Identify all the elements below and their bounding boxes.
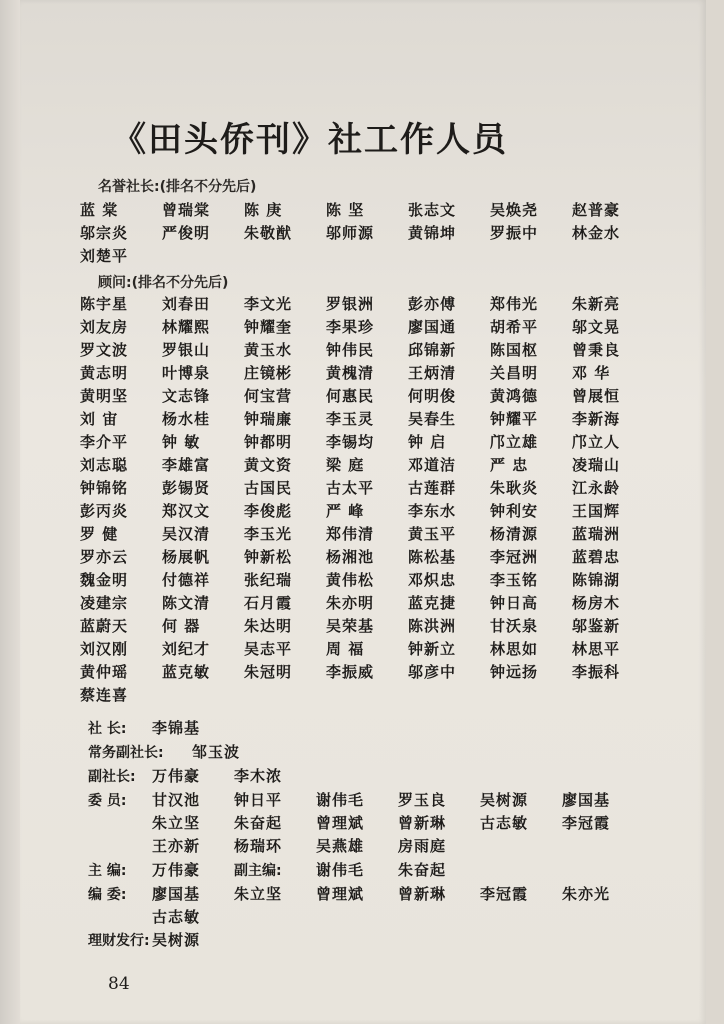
member-name: 吴燕雄 — [316, 837, 365, 855]
adviser-name: 黄鸿德 — [490, 387, 539, 405]
honorary-president-name: 黄锦坤 — [408, 224, 457, 242]
members-label: 委 员: — [88, 793, 127, 809]
adviser-name: 李玉铭 — [490, 571, 539, 589]
member-name: 朱奋起 — [234, 814, 283, 832]
honorary-president-name: 刘楚平 — [80, 247, 129, 265]
adviser-name-row — [80, 523, 660, 546]
editorial-member-name: 廖国基 — [152, 885, 201, 903]
adviser-name: 彭丙炎 — [80, 502, 129, 520]
adviser-name: 李振威 — [326, 663, 375, 681]
adviser-name: 刘友房 — [80, 318, 129, 336]
adviser-name: 李文光 — [244, 295, 293, 313]
adviser-name: 朱亦明 — [326, 594, 375, 612]
vp-label: 副社长: — [88, 769, 136, 785]
adviser-name-row — [80, 638, 660, 661]
adviser-name: 蓝克捷 — [408, 594, 457, 612]
adviser-name: 杨水桂 — [162, 410, 211, 428]
adviser-name: 黄玉水 — [244, 341, 293, 359]
adviser-name: 吴春生 — [408, 410, 457, 428]
editor-name: 万伟豪 — [152, 861, 201, 879]
honorary-president-name: 陈 坚 — [326, 201, 365, 219]
adviser-name: 杨清源 — [490, 525, 539, 543]
adviser-name: 文志锋 — [162, 387, 211, 405]
adviser-name: 周 福 — [326, 640, 365, 658]
member-name: 谢伟毛 — [316, 791, 365, 809]
adviser-name: 钟 敏 — [162, 433, 201, 451]
page-edge-left — [0, 0, 20, 1024]
adviser-name: 刘志聪 — [80, 456, 129, 474]
deputy-editor-name: 朱奋起 — [398, 861, 447, 879]
member-name: 曾新琳 — [398, 814, 447, 832]
adviser-name: 林思平 — [572, 640, 621, 658]
adviser-name: 钟新立 — [408, 640, 457, 658]
adviser-name: 李玉光 — [244, 525, 293, 543]
adviser-name: 黄伟松 — [326, 571, 375, 589]
adviser-name: 吴志平 — [244, 640, 293, 658]
page-number: 84 — [108, 974, 130, 994]
honorary-president-name: 林金水 — [572, 224, 621, 242]
adviser-name: 张纪瑞 — [244, 571, 293, 589]
adviser-name: 何明俊 — [408, 387, 457, 405]
page-edge-right — [706, 0, 724, 1024]
honorary-president-name: 罗振中 — [490, 224, 539, 242]
honorary-president-name: 严俊明 — [162, 224, 211, 242]
adviser-name-row — [80, 500, 660, 523]
adviser-name-row — [80, 454, 660, 477]
adviser-name: 刘 宙 — [80, 410, 119, 428]
adviser-name-row — [80, 431, 660, 454]
adviser-name: 曾展恒 — [572, 387, 621, 405]
adviser-name: 江永龄 — [572, 479, 621, 497]
adviser-name: 钟锦铭 — [80, 479, 129, 497]
member-name: 杨瑞环 — [234, 837, 283, 855]
deputy-editor-label: 副主编: — [234, 863, 282, 879]
finance-name: 吴树源 — [152, 931, 201, 949]
adviser-name: 罗 健 — [80, 525, 119, 543]
adviser-name: 邬彦中 — [408, 663, 457, 681]
adviser-name: 李新海 — [572, 410, 621, 428]
adviser-name: 罗银山 — [162, 341, 211, 359]
adviser-name: 黄志明 — [80, 364, 129, 382]
adviser-name: 曾秉良 — [572, 341, 621, 359]
member-name: 钟日平 — [234, 791, 283, 809]
adviser-name: 罗文波 — [80, 341, 129, 359]
finance-label: 理财发行: — [88, 933, 150, 949]
adviser-name: 甘沃泉 — [490, 617, 539, 635]
adviser-name: 李雄富 — [162, 456, 211, 474]
adviser-name: 邝立雄 — [490, 433, 539, 451]
adviser-name: 何惠民 — [326, 387, 375, 405]
honorary-president-name: 张志文 — [408, 201, 457, 219]
adviser-name: 邓炽忠 — [408, 571, 457, 589]
adviser-name: 陈宇星 — [80, 295, 129, 313]
adviser-name-row — [80, 569, 660, 592]
vp-name: 李木浓 — [234, 767, 283, 785]
adviser-name: 彭亦傅 — [408, 295, 457, 313]
adviser-name: 李振科 — [572, 663, 621, 681]
adviser-name: 廖国通 — [408, 318, 457, 336]
adviser-name: 朱耿炎 — [490, 479, 539, 497]
honorary-president-name: 赵普豪 — [572, 201, 621, 219]
adviser-name-row — [80, 477, 660, 500]
adviser-name: 蓝克敏 — [162, 663, 211, 681]
exec-vp-name: 邹玉波 — [192, 743, 241, 761]
president-name: 李锦基 — [152, 719, 201, 737]
exec-vp-label: 常务副社长: — [88, 745, 164, 761]
editorial-label: 编 委: — [88, 887, 127, 903]
editorial-member-name: 朱立坚 — [234, 885, 283, 903]
adviser-name: 李冠洲 — [490, 548, 539, 566]
adviser-name: 吴荣基 — [326, 617, 375, 635]
adviser-name-row — [80, 684, 660, 707]
adviser-name: 蔡连喜 — [80, 686, 129, 704]
editorial-member-name: 李冠霞 — [480, 885, 529, 903]
adviser-name: 庄镜彬 — [244, 364, 293, 382]
editorial-member-name-row — [152, 906, 706, 929]
advisers-label: 顾问:(排名不分先后) — [98, 275, 229, 291]
adviser-name: 凌建宗 — [80, 594, 129, 612]
adviser-name: 林思如 — [490, 640, 539, 658]
editorial-member-name: 朱亦光 — [562, 885, 611, 903]
editorial-member-name-row — [152, 883, 706, 906]
adviser-name: 何 器 — [162, 617, 201, 635]
adviser-name: 杨展帆 — [162, 548, 211, 566]
honorary-president-name: 邬宗炎 — [80, 224, 129, 242]
adviser-name: 魏金明 — [80, 571, 129, 589]
adviser-name: 胡希平 — [490, 318, 539, 336]
honorary-president-name: 蓝 棠 — [80, 201, 119, 219]
honorary-president-name: 邬师源 — [326, 224, 375, 242]
vp-name: 万伟豪 — [152, 767, 201, 785]
adviser-name: 邓 华 — [572, 364, 611, 382]
adviser-name: 邓道洁 — [408, 456, 457, 474]
adviser-name-row — [80, 362, 660, 385]
adviser-name: 李俊彪 — [244, 502, 293, 520]
adviser-name: 李果珍 — [326, 318, 375, 336]
adviser-name: 王炳清 — [408, 364, 457, 382]
member-name: 曾理斌 — [316, 814, 365, 832]
adviser-name: 黄玉平 — [408, 525, 457, 543]
adviser-name: 林耀熙 — [162, 318, 211, 336]
adviser-name-row — [80, 316, 660, 339]
adviser-name: 陈松基 — [408, 548, 457, 566]
honorary-president-name: 曾瑞棠 — [162, 201, 211, 219]
adviser-name: 邱锦新 — [408, 341, 457, 359]
adviser-name: 蓝瑞洲 — [572, 525, 621, 543]
adviser-name: 钟新松 — [244, 548, 293, 566]
editorial-member-name: 曾理斌 — [316, 885, 365, 903]
adviser-name: 杨湘池 — [326, 548, 375, 566]
adviser-name: 钟伟民 — [326, 341, 375, 359]
adviser-name-row — [80, 293, 660, 316]
adviser-name: 蓝蔚天 — [80, 617, 129, 635]
adviser-name: 严 峰 — [326, 502, 365, 520]
president-label: 社 长: — [88, 721, 127, 737]
adviser-name-row — [80, 408, 660, 431]
member-name: 房雨庭 — [398, 837, 447, 855]
honorary-president-name: 陈 庚 — [244, 201, 283, 219]
adviser-name-row — [80, 385, 660, 408]
honorary-president-name-row — [80, 222, 660, 245]
adviser-name: 郑伟清 — [326, 525, 375, 543]
editor-label: 主 编: — [88, 863, 127, 879]
adviser-name: 黄仲瑶 — [80, 663, 129, 681]
page-title: 《田头侨刊》社工作人员 — [112, 120, 508, 160]
adviser-name: 刘汉刚 — [80, 640, 129, 658]
adviser-name: 郑伟光 — [490, 295, 539, 313]
adviser-name: 钟都明 — [244, 433, 293, 451]
deputy-editor-name: 谢伟毛 — [316, 861, 365, 879]
adviser-name: 陈文清 — [162, 594, 211, 612]
adviser-name: 杨房木 — [572, 594, 621, 612]
adviser-name: 钟瑞廉 — [244, 410, 293, 428]
adviser-name-row — [80, 339, 660, 362]
adviser-name: 钟 启 — [408, 433, 447, 451]
adviser-name: 王国辉 — [572, 502, 621, 520]
adviser-name: 刘纪才 — [162, 640, 211, 658]
adviser-name: 陈锦湖 — [572, 571, 621, 589]
adviser-name: 钟日高 — [490, 594, 539, 612]
member-name: 李冠霞 — [562, 814, 611, 832]
member-name-row — [152, 835, 706, 858]
adviser-name: 彭锡贤 — [162, 479, 211, 497]
adviser-name: 黄文资 — [244, 456, 293, 474]
honorary-president-name-row — [80, 199, 660, 222]
adviser-name: 付德祥 — [162, 571, 211, 589]
document-page — [20, 0, 706, 1024]
adviser-name: 刘春田 — [162, 295, 211, 313]
honorary-president-name: 吴焕尧 — [490, 201, 539, 219]
adviser-name: 邝立人 — [572, 433, 621, 451]
adviser-name: 李锡均 — [326, 433, 375, 451]
adviser-name: 罗亦云 — [80, 548, 129, 566]
honorary-president-name-row — [80, 245, 660, 268]
adviser-name: 叶博泉 — [162, 364, 211, 382]
adviser-name: 关昌明 — [490, 364, 539, 382]
adviser-name: 何宝营 — [244, 387, 293, 405]
adviser-name: 凌瑞山 — [572, 456, 621, 474]
adviser-name: 梁 庭 — [326, 456, 365, 474]
adviser-name: 钟利安 — [490, 502, 539, 520]
adviser-name: 邬文晃 — [572, 318, 621, 336]
adviser-name: 古莲群 — [408, 479, 457, 497]
member-name: 古志敏 — [480, 814, 529, 832]
adviser-name: 陈洪洲 — [408, 617, 457, 635]
adviser-name: 朱新亮 — [572, 295, 621, 313]
honorary-president-name: 朱敬猷 — [244, 224, 293, 242]
member-name: 廖国基 — [562, 791, 611, 809]
adviser-name: 朱冠明 — [244, 663, 293, 681]
member-name: 王亦新 — [152, 837, 201, 855]
adviser-name: 朱达明 — [244, 617, 293, 635]
adviser-name: 严 忠 — [490, 456, 529, 474]
adviser-name: 蓝碧忠 — [572, 548, 621, 566]
adviser-name: 钟耀平 — [490, 410, 539, 428]
adviser-name: 李介平 — [80, 433, 129, 451]
adviser-name: 郑汉文 — [162, 502, 211, 520]
honorary-label: 名誉社长:(排名不分先后) — [98, 179, 257, 195]
adviser-name: 黄槐清 — [326, 364, 375, 382]
adviser-name: 罗银洲 — [326, 295, 375, 313]
member-name: 罗玉良 — [398, 791, 447, 809]
adviser-name: 李玉灵 — [326, 410, 375, 428]
member-name: 甘汉池 — [152, 791, 201, 809]
adviser-name: 黄明坚 — [80, 387, 129, 405]
editorial-member-name: 古志敏 — [152, 908, 201, 926]
adviser-name-row — [80, 546, 660, 569]
adviser-name: 古国民 — [244, 479, 293, 497]
member-name-row — [152, 812, 706, 835]
editorial-member-name: 曾新琳 — [398, 885, 447, 903]
member-name: 吴树源 — [480, 791, 529, 809]
member-name-row — [152, 789, 706, 812]
adviser-name: 古太平 — [326, 479, 375, 497]
adviser-name-row — [80, 661, 660, 684]
member-name: 朱立坚 — [152, 814, 201, 832]
adviser-name: 邬鉴新 — [572, 617, 621, 635]
adviser-name: 陈国枢 — [490, 341, 539, 359]
adviser-name-row — [80, 615, 660, 638]
adviser-name: 吴汉清 — [162, 525, 211, 543]
adviser-name: 石月霞 — [244, 594, 293, 612]
adviser-name: 李东水 — [408, 502, 457, 520]
adviser-name-row — [80, 592, 660, 615]
adviser-name: 钟远扬 — [490, 663, 539, 681]
adviser-name: 钟耀奎 — [244, 318, 293, 336]
